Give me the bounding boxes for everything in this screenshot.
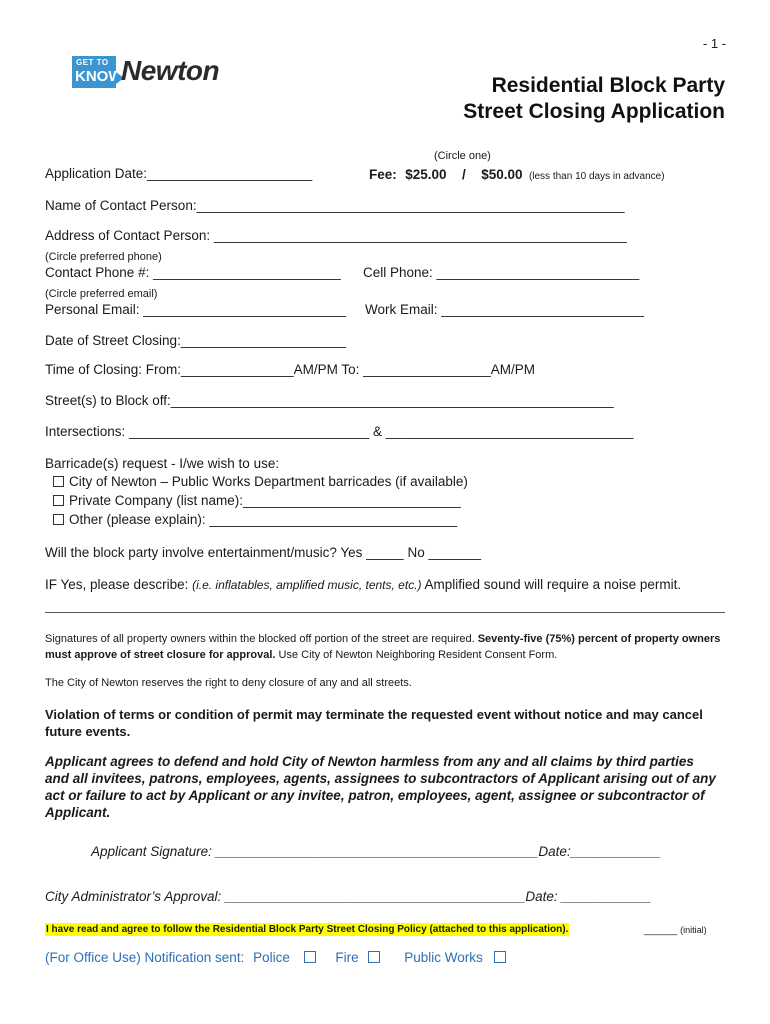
checkbox[interactable] <box>53 514 64 525</box>
section-divider <box>45 612 725 613</box>
date-of-closing-field[interactable]: Date of Street Closing:______________________ <box>45 333 346 348</box>
office-fire-checkbox[interactable] <box>368 951 380 963</box>
work-email-field[interactable]: Work Email: ___________________________ <box>365 302 644 317</box>
logo-badge <box>72 56 123 88</box>
streets-to-block-field[interactable]: Street(s) to Block off:___________________________________________________________ <box>45 393 614 408</box>
barricade-option-label: Other (please explain): _________________________________ <box>69 512 458 527</box>
entertainment-question[interactable]: Will the block party involve entertainment/music? Yes _____ No _______ <box>45 545 482 560</box>
fee-label: Fee: <box>369 167 397 182</box>
intersections-field[interactable]: Intersections: ________________________________ & _________________________________ <box>45 424 634 439</box>
signatures-bold-text: Seventy-five (75%) percent of property owners must approve of street closure for approval. <box>45 633 721 661</box>
form-title-line2: Street Closing Application <box>463 100 725 123</box>
fee-separator: / <box>461 167 466 182</box>
office-use-notification <box>45 950 506 965</box>
policy-acknowledgement: I have read and agree to follow the Residential Block Party Street Closing Policy (attached to this application). <box>46 924 569 935</box>
noise-permit-note: Amplified sound will require a noise permit. <box>421 577 682 592</box>
signatures-text: Signatures of all property owners within the blocked off portion of the street are required. <box>45 633 478 645</box>
checkbox[interactable] <box>53 495 64 506</box>
form-title-line1: Residential Block Party <box>491 74 725 97</box>
barricade-option-label: Private Company (list name):_____________________________ <box>69 493 461 508</box>
barricade-option-label: City of Newton – Public Works Department barricades (if available) <box>69 474 468 489</box>
office-public-works-checkbox[interactable] <box>494 951 506 963</box>
fee-option-50[interactable]: $50.00 <box>481 167 523 182</box>
page-number: - 1 - <box>702 36 726 51</box>
circle-email-note: (Circle preferred email) <box>45 288 158 300</box>
signatures-requirement <box>45 631 725 663</box>
reserve-right-statement: The City of Newton reserves the right to deny closure of any and all streets. <box>45 677 412 689</box>
initial-label: (initial) <box>680 925 707 935</box>
contact-phone-field[interactable]: Contact Phone #: _________________________ <box>45 265 341 280</box>
application-date-field[interactable]: Application Date:______________________ <box>45 166 313 181</box>
logo-wordmark: Newton <box>121 55 220 86</box>
contact-name-field[interactable]: Name of Contact Person:_________________________________________________________ <box>45 198 625 213</box>
fee-options <box>369 166 665 184</box>
applicant-signature-field[interactable]: Applicant Signature: ___________________________________________Date:____________ <box>91 844 661 859</box>
office-fire-label: Fire <box>335 950 359 965</box>
describe-lead: IF Yes, please describe: <box>45 577 193 592</box>
administrator-approval-field[interactable]: City Administrator’s Approval: ________________________________________Date: ____________ <box>45 889 652 904</box>
consent-form-text: Use City of Newton Neighboring Resident Consent Form. <box>275 649 558 661</box>
initial-field[interactable] <box>644 925 707 936</box>
logo-badge-main-text: KNOW <box>75 68 123 85</box>
office-police-checkbox[interactable] <box>304 951 316 963</box>
office-public-works-label: Public Works <box>404 950 483 965</box>
logo-badge-top-text: GET TO <box>76 58 109 67</box>
barricade-option-city[interactable] <box>53 474 468 489</box>
barricade-heading: Barricade(s) request - I/we wish to use: <box>45 456 280 471</box>
get-to-know-newton-logo <box>72 56 248 88</box>
initial-blank[interactable]: ______ <box>644 925 678 936</box>
fee-circle-one-note: (Circle one) <box>434 150 491 162</box>
circle-phone-note: (Circle preferred phone) <box>45 251 162 263</box>
barricade-option-private[interactable] <box>53 493 461 508</box>
fee-option-25[interactable]: $25.00 <box>405 167 447 182</box>
violation-statement: Violation of terms or condition of permit may terminate the requested event without notice and may cancel future events. <box>45 707 703 739</box>
entertainment-describe[interactable] <box>45 577 681 592</box>
checkbox[interactable] <box>53 476 64 487</box>
contact-address-field[interactable]: Address of Contact Person: _______________________________________________________ <box>45 228 627 243</box>
cell-phone-field[interactable]: Cell Phone: ___________________________ <box>363 265 640 280</box>
time-of-closing-field[interactable]: Time of Closing: From:_______________AM/PM To: _________________AM/PM <box>45 362 536 377</box>
barricade-option-other[interactable] <box>53 512 457 527</box>
describe-examples: (i.e. inflatables, amplified music, tents, etc.) <box>192 578 422 592</box>
indemnity-statement: Applicant agrees to defend and hold City of Newton harmless from any and all claims by third parties and all invitees, patrons, employees, agents, assignees to subcontractors of Applicant arising out of any act or failure to act by Applicant or any invitee, patron, employees, agent, assignee or subcontractor of Applicant. <box>45 754 716 820</box>
personal-email-field[interactable]: Personal Email: ___________________________ <box>45 302 347 317</box>
office-police-label: Police <box>253 950 290 965</box>
fee-late-note: (less than 10 days in advance) <box>528 171 665 182</box>
office-use-label: (For Office Use) Notification sent: <box>45 950 245 965</box>
